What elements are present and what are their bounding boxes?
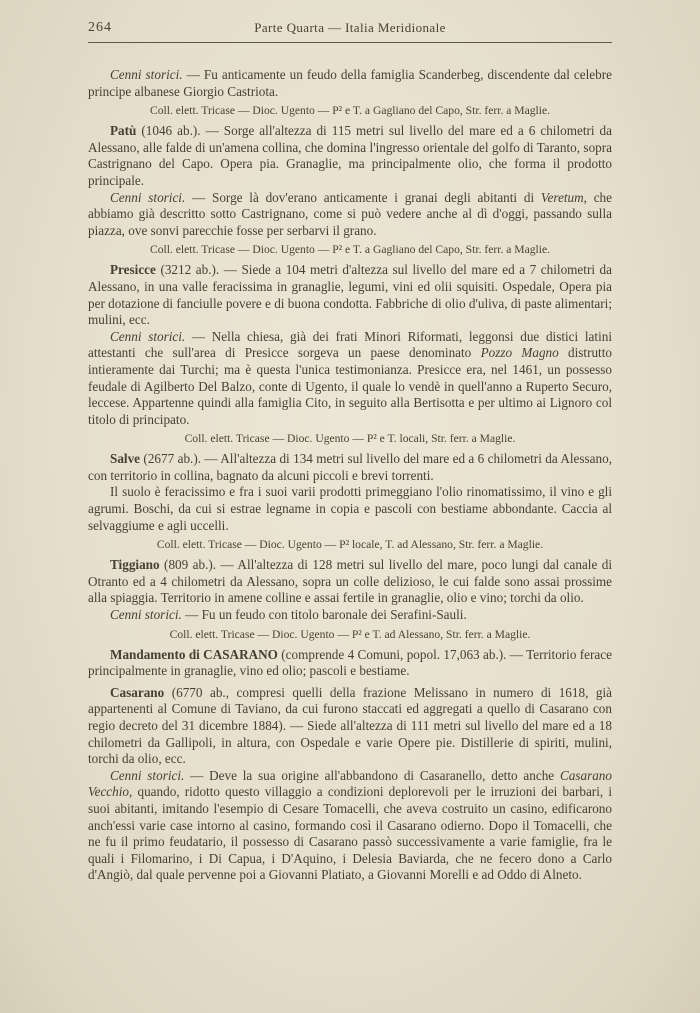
text-run: — Sorge là dov'erano anticamente i granai degli abitanti di (185, 189, 541, 205)
admin-note (88, 103, 612, 118)
text-run: Cenni storici. (110, 67, 183, 82)
admin-note (88, 537, 612, 552)
text-run: Cenni storici. (110, 189, 186, 205)
text-run: Mandamento di CASARANO (110, 646, 278, 662)
text-run: Casarano (110, 684, 165, 700)
header-rule (88, 42, 612, 43)
paragraph (88, 647, 612, 680)
text-run: Coll. elett. Tricase — Dioc. Ugento — P² e T. locali, Str. ferr. a Maglie. (184, 432, 516, 446)
text-run: (6770 ab., compresi quelli della frazione Melissano in numero di 1618, già appartenenti al Comune di Taviano, da cui furono staccati ed aggregati a quello di Casarano con regio decreto del 31 dicembre 1884). — Siede all'altezza di 111 metri sul livello del mare ed a 18 chilometri da Gallipoli, in altura, con Ospedale e varie Opere pie. Distillerie di spiriti, mulini, torchi da olio, ecc. (88, 684, 612, 767)
paragraph (88, 451, 612, 484)
admin-note (88, 431, 612, 446)
text-run: (comprende 4 Comuni, popol. 17,063 ab.). — Territorio ferace principalmente in granaglie, vino ed olio; pascoli e bestiame. (88, 646, 612, 679)
text-run: Coll. elett. Tricase — Dioc. Ugento — P² e T. ad Alessano, Str. ferr. a Maglie. (169, 627, 531, 641)
admin-note (88, 242, 612, 257)
paragraph (88, 768, 612, 884)
text-run: Presicce (110, 262, 156, 278)
text-block (88, 67, 612, 884)
text-run: — Nella chiesa, già dei frati Minori Riformati, leggonsi due distici latini attestanti che sull'area di Presicce sorgeva un paese denominato (88, 328, 612, 361)
text-run: distrutto intieramente dai Turchi; ma è questa l'unica testimonianza. Presicce era, nel 1461, un possesso feudale di Agilberto Del Balzo, conte di Ugento, il quale lo vendè in quell'anno a Ruperto Securo, leccese. Appartenne quindi alla famiglia Cito, in seguito alla Bertisotta e per ultimo ai Lignoro col titolo di principato. (88, 345, 612, 427)
text-run: Salve (110, 451, 141, 467)
text-run: Casarano Vecchio (88, 767, 612, 800)
running-title: Parte Quarta — Italia Meridionale (254, 20, 446, 35)
paragraph (88, 262, 612, 328)
text-run: Cenni storici. (110, 328, 186, 344)
paragraph (88, 557, 612, 607)
paragraph (88, 607, 612, 624)
paragraph (88, 329, 612, 429)
text-run: , che abbiamo già descritto sotto Castrignano, come si può vedere anche al dì d'oggi, passando sulla piazza, ove sonvi parecchie fosse per serbarvi il grano. (88, 189, 612, 238)
text-run: Coll. elett. Tricase — Dioc. Ugento — P² e T. a Gagliano del Capo, Str. ferr. a Maglie. (149, 104, 551, 118)
text-run: — Fu un feudo con titolo baronale dei Serafini-Sauli. (181, 607, 467, 623)
text-run: (809 ab.). — All'altezza di 128 metri sul livello del mare, poco lungi dal canale di Otranto ed a 4 chilometri da Alessano, sopra un colle delizioso, le cui falde sono assai prossime alla spiaggia. Territorio in amene colline e assai fertile in granaglie, olio e vino; torchi da olio. (88, 557, 612, 606)
paragraph (88, 123, 612, 189)
text-run: , quando, ridotto questo villaggio a condizioni deplorevoli per le irruzioni dei barbari, i suoi abitanti, imitando l'esempio di Cesare Tomacelli, che aveva costruito un casino, edificarono anch'essi varie case intorno al casino, formando così il Casarano odierno. Dopo il Tomacelli, che ne fu il primo feudatario, il possesso di Casarano passò successivamente a varie famiglie, fra le quali i Filomarino, i Di Capua, i D'Aquino, i Delesia Baviarda, che ne fecero dono a Carlo d'Angiò, dal quale pervenne poi a Giovanni Platiato, a Giovanni Morelli e ad Oddo di Alneto. (88, 784, 612, 883)
text-run: — Fu anticamente un feudo della famiglia Scanderbeg, discendente dal celebre principe albanese Giorgio Castriota. (88, 67, 612, 99)
paragraph (88, 190, 612, 240)
text-run: (2677 ab.). — All'altezza di 134 metri sul livello del mare ed a 6 chilometri da Alessano, con territorio in collina, bagnato da alcuni piccoli e brevi torrenti. (88, 451, 612, 483)
paragraph (88, 67, 612, 100)
text-run: Coll. elett. Tricase — Dioc. Ugento — P² locale, T. ad Alessano, Str. ferr. a Maglie. (156, 538, 544, 552)
text-run: (3212 ab.). — Siede a 104 metri d'altezza sul livello del mare ed a 7 chilometri da Alessano, in una valle feracissima in granaglie, legumi, vini ed olii squisiti. Ospedale, Opera pia per dotazione di fanciulle povere e di buona condotta. Fabbriche di olio d'uliva, di paste alimentari; mulini, ecc. (88, 262, 612, 328)
text-run: Il suolo è feracissimo e fra i suoi varii prodotti primeggiano l'olio rinomatissimo, il vino e gli agrumi. Boschi, da cui si estrae legname in copia e pascoli con bestiame abbondante. Caccia al selvaggiume e agli uccelli. (88, 484, 612, 533)
text-run: Coll. elett. Tricase — Dioc. Ugento — P² e T. a Gagliano del Capo, Str. ferr. a Maglie. (149, 243, 551, 257)
page-header (88, 20, 612, 38)
text-run: Cenni storici. (110, 767, 185, 783)
paragraph (88, 484, 612, 534)
text-run: Cenni storici. (110, 607, 182, 623)
paragraph (88, 685, 612, 768)
admin-note (88, 627, 612, 642)
text-run: — Deve la sua origine all'abbandono di Casaranello, detto anche (184, 767, 560, 783)
text-run: Pozzo Magno (480, 345, 559, 361)
text-run: Veretum (540, 189, 584, 205)
text-run: (1046 ab.). — Sorge all'altezza di 115 metri sul livello del mare ed a 6 chilometri da Alessano, alle falde di un'amena collina, che domina l'ingresso orientale del golfo di Taranto, sopra Castrignano del Capo. Opera pia. Granaglie, ma principalmente olio, che forma il prodotto principale. (88, 123, 612, 188)
text-run: Patù (110, 123, 137, 139)
page-number: 264 (88, 20, 112, 35)
text-run: Tiggiano (110, 557, 160, 573)
